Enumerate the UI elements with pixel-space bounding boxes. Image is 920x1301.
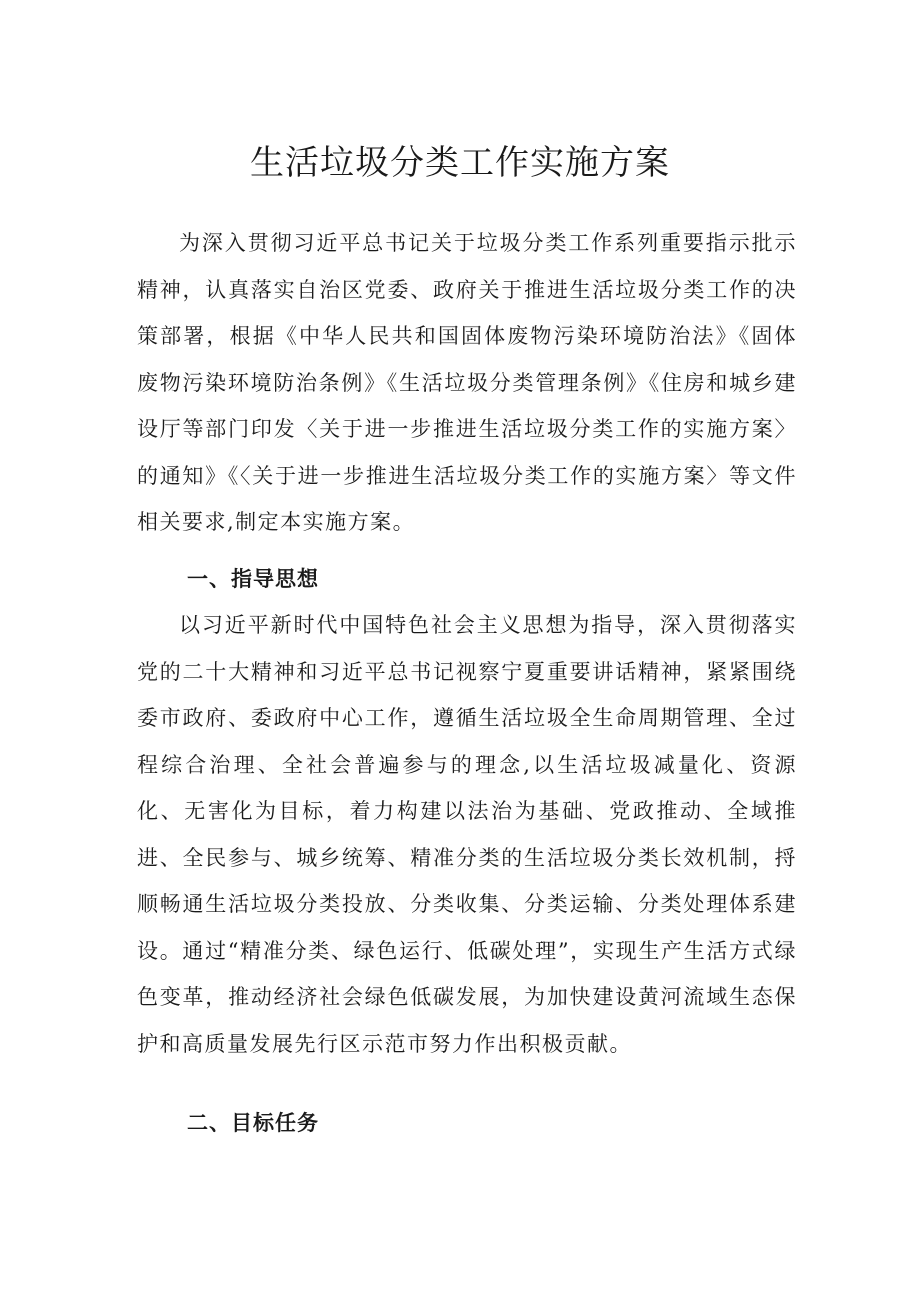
section-heading-goals-tasks: 二、目标任务 — [187, 1111, 319, 1135]
intro-block — [137, 220, 797, 546]
section1-paragraph: 以习近平新时代中国特色社会主义思想为指导，深入贯彻落实党的二十大精神和习近平总书记视察宁夏重要讲话精神，紧紧围绕委市政府、委政府中心工作，遵循生活垃圾全生命周期管理、全过程综合治理、全社会普遍参与的理念,以生活垃圾减量化、资源化、无害化为目标，着力构建以法治为基础、党政推动、全域推进、全民参与、城乡统筹、精准分类的生活垃圾分类长效机制，捋顺畅通生活垃圾分类投放、分类收集、分类运输、分类处理体系建设。通过“精准分类、绿色运行、低碳处理”，实现生产生活方式绿色变革，推动经济社会绿色低碳发展，为加快建设黄河流域生态保护和高质量发展先行区示范市努力作出积极贡献。 — [137, 613, 797, 1056]
section1-block — [137, 602, 797, 1067]
intro-paragraph: 为深入贯彻习近平总书记关于垃圾分类工作系列重要指示批示精神，认真落实自治区党委、政府关于推进生活垃圾分类工作的决策部署，根据《中华人民共和国固体废物污染环境防治法》《固体废物污染环境防治条例》《生活垃圾分类管理条例》《住房和城乡建设厅等部门印发〈关于进一步推进生活垃圾分类工作的实施方案〉的通知》《〈关于进一步推进生活垃圾分类工作的实施方案〉等文件相关要求,制定本实施方案。 — [137, 231, 797, 534]
section-heading-guiding-ideology: 一、指导思想 — [187, 567, 319, 591]
document-title: 生活垃圾分类工作实施方案 — [250, 143, 670, 183]
